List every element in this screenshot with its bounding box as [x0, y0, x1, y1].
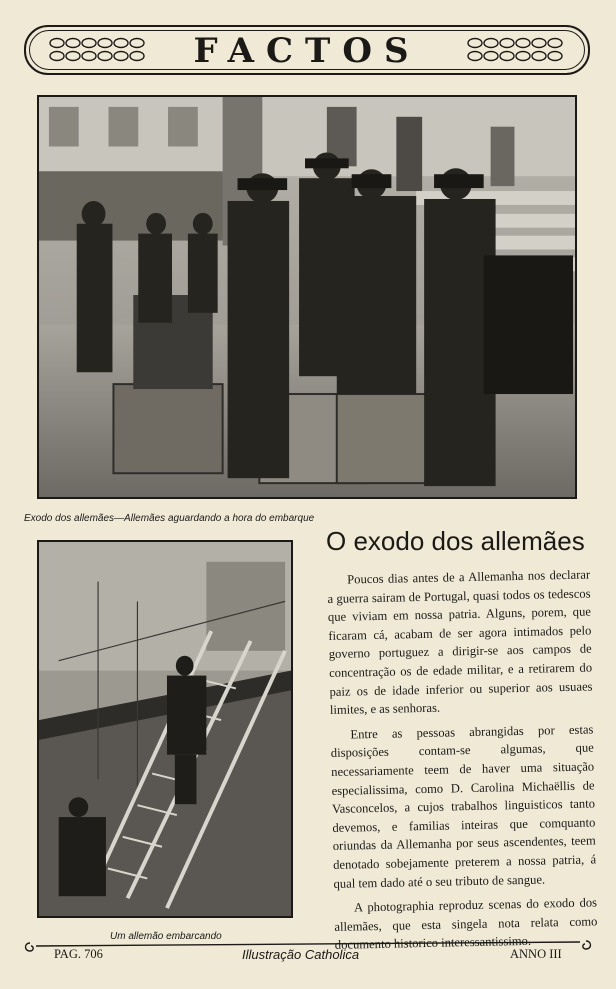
ship-gangway-photo: [39, 542, 291, 916]
section-title: FACTOS: [193, 31, 421, 71]
article-headline: O exodo dos allemães: [326, 526, 585, 556]
masthead: [24, 25, 590, 75]
article-paragraph: Poucos dias antes de a Allemanha nos declarar a guerra sairam de Portugal, quasi todos os tedescos que viviam em nossa patria. Alguns, porem, que ficaram cá, acabam de ser agora intimados pelo governo portuguez a dirigir-se aos campos de concentração os de edade militar, e a retirarem do paiz os de idade inferior ou superior aos usuaes limites, e as senhoras.: [327, 567, 593, 718]
photo-german-boarding: [37, 540, 293, 918]
article-paragraph: Entre as pessoas abrangidas por estas disposições contam-se algumas, que necessariamente teem de haver uma situação especialissima, como D. Carolina Michaëllis de Vasconcelos, a cujos trabalhos linguisticos tanto devemos, e familias inteiras que comquanto oriundas da Allemanha por seus ascendentes, teem denotado sobejamente preterem a nossa patria, á qual tem dado até o seu tributo de sangue.: [330, 722, 597, 891]
chain-ornament-icon: [466, 36, 568, 64]
chain-ornament-icon: [48, 36, 150, 64]
group-with-luggage-photo: [39, 97, 575, 497]
photo-germans-waiting: [37, 95, 577, 499]
page-number: PAG. 706: [54, 947, 103, 961]
article-body: [327, 565, 598, 960]
photo-caption: Exodo dos allemães—Allemães aguardando a hora do embarque: [24, 513, 315, 524]
publication-name: Illustração Catholica: [242, 947, 360, 962]
photo-caption: Um allemão embarcando: [110, 931, 222, 942]
article-paragraph: A photographia reproduz scenas do exodo dos allemães, que esta singela nota relata como documento historico interessantissimo.: [334, 895, 598, 953]
volume-label: ANNO III: [510, 947, 562, 961]
